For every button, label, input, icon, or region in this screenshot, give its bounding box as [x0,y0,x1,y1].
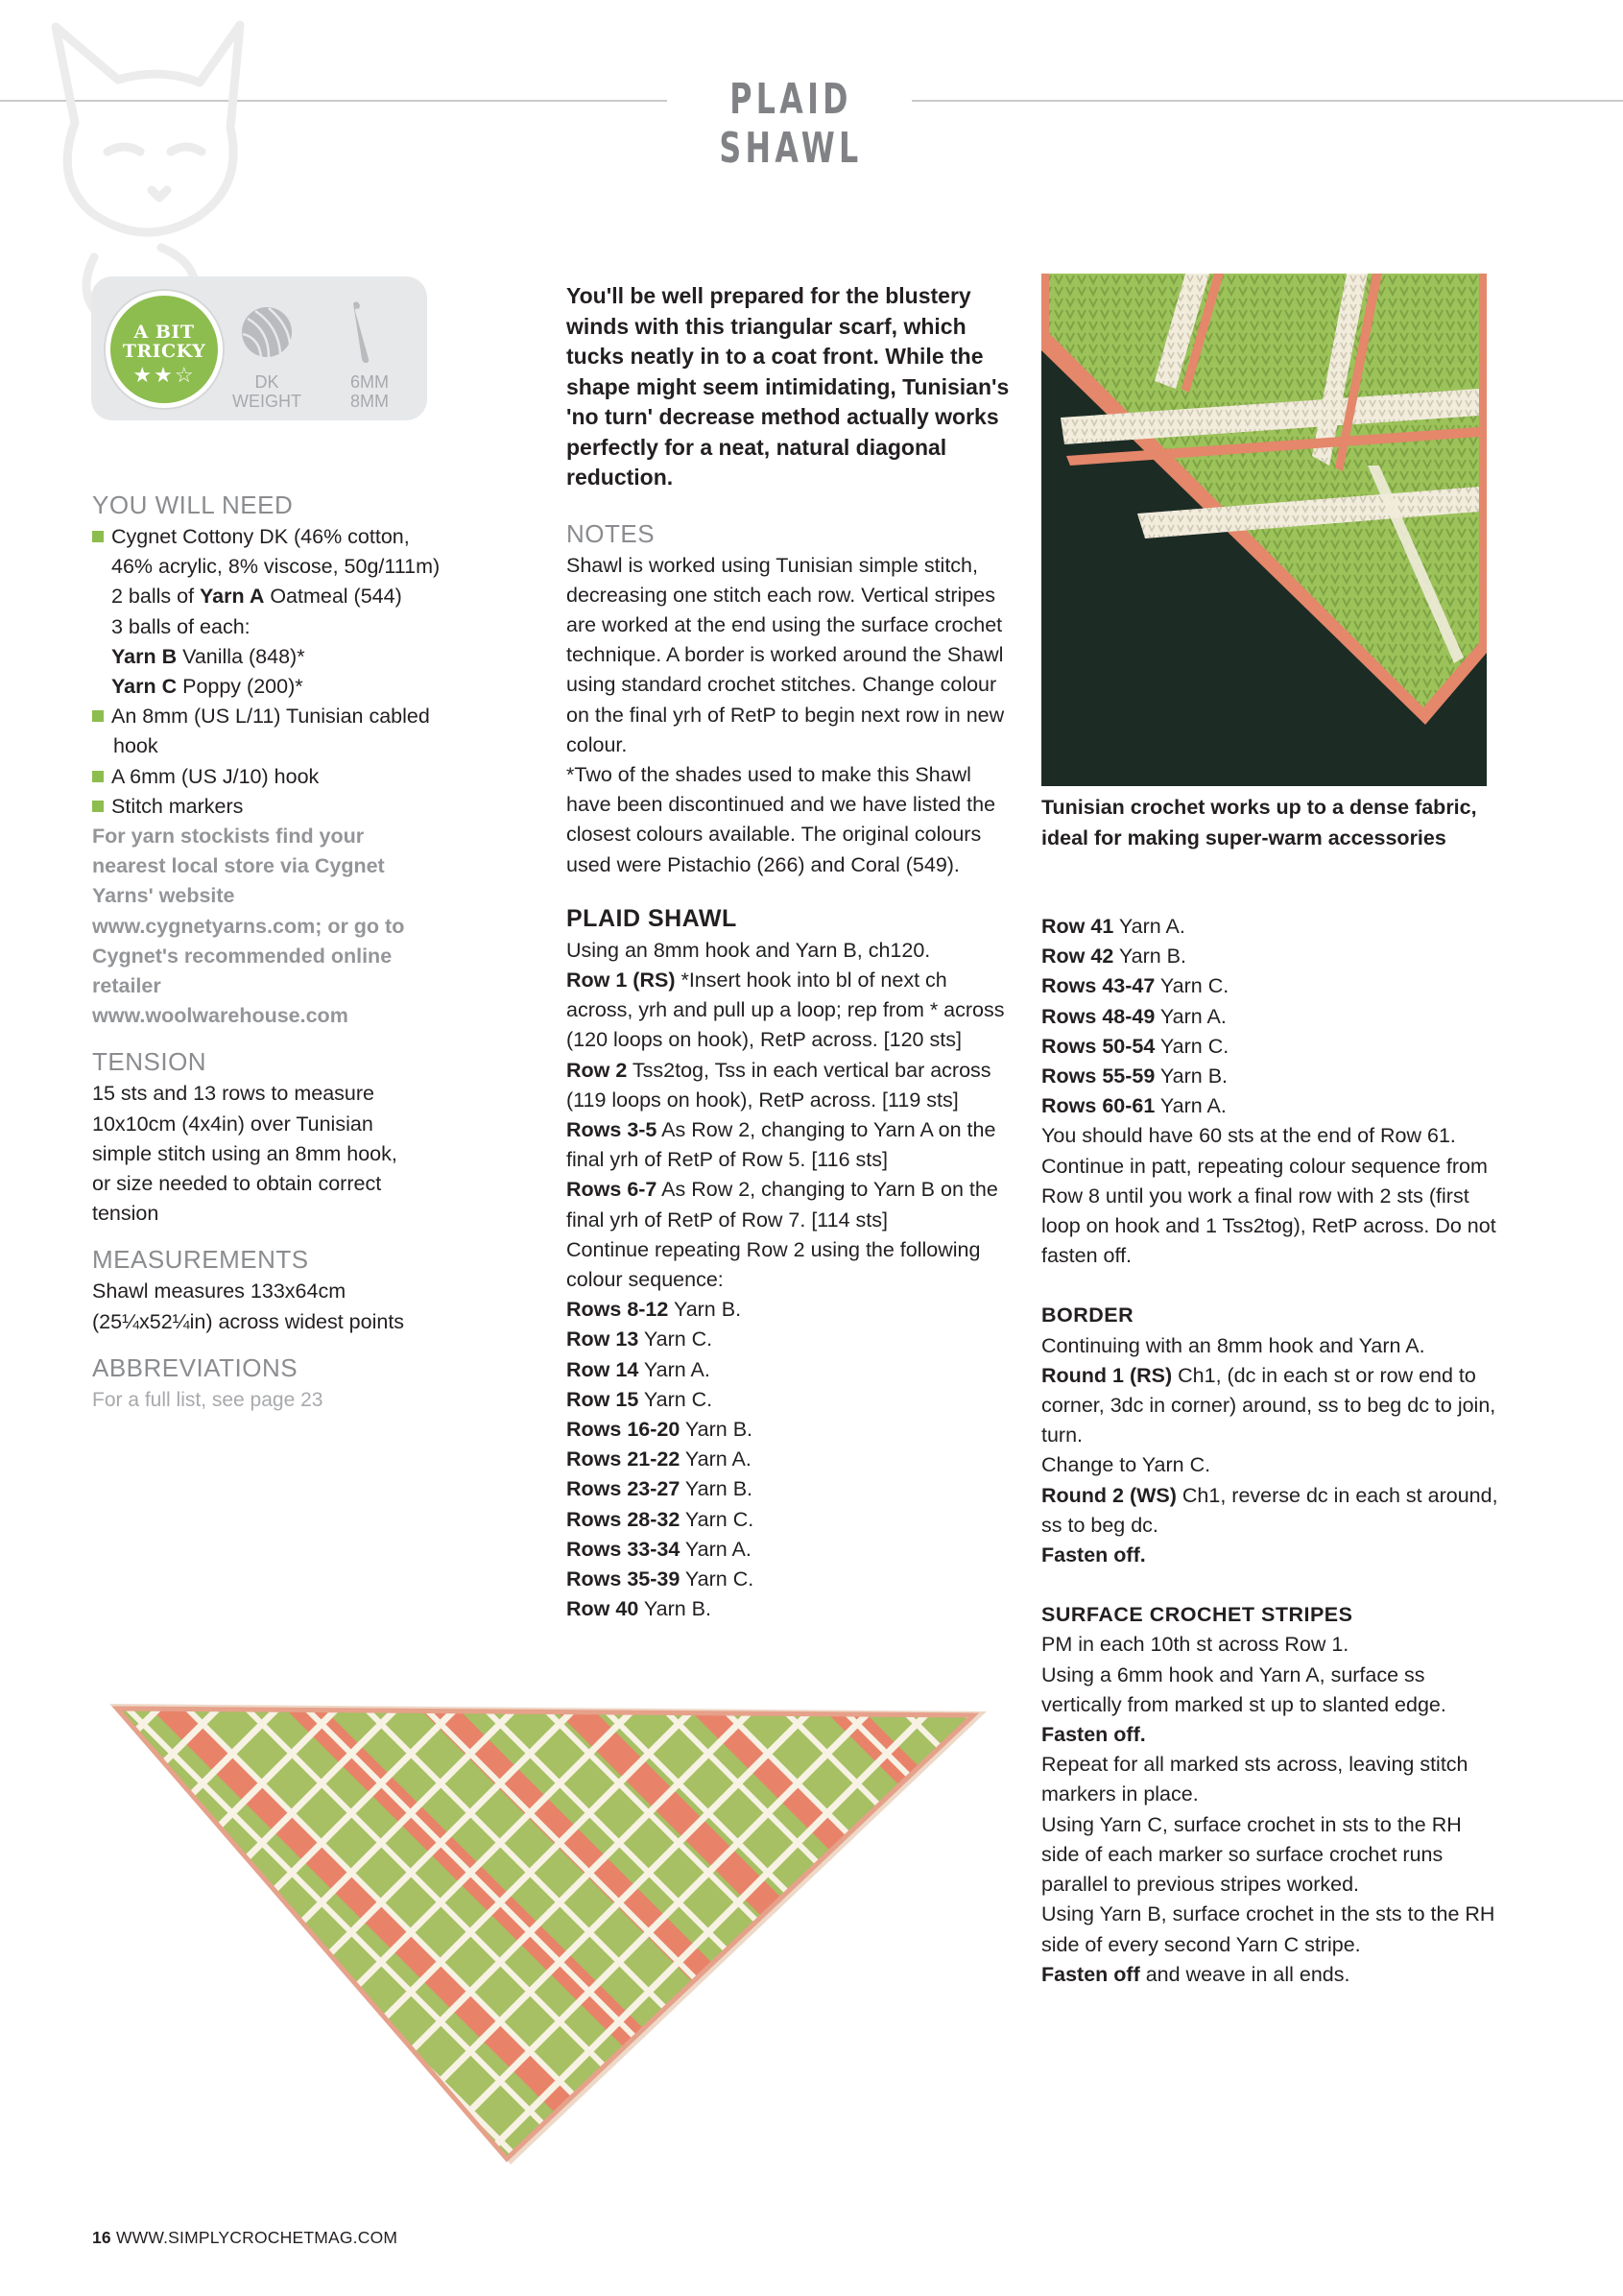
photo-caption: Tunisian crochet works up to a dense fabric, ideal for making super-warm accessories [1041,796,1477,849]
stripes-fasten2: Fasten off and weave in all ends. [1041,1962,1350,1986]
bullet-square-icon [92,710,104,722]
pattern-rows6-7: Rows 6-7 As Row 2, changing to Yarn B on the final yrh of RetP of Row 7. [114 sts] [566,1178,998,1232]
stripes-repeat: Repeat for all marked sts across, leaving stitch markers in place. [1041,1753,1468,1806]
border-round2: Round 2 (WS) Ch1, reverse dc in each st around, ss to beg dc. [1041,1483,1498,1537]
sequence-row: Rows 50-54 Yarn C. [1041,1034,1229,1058]
difficulty-stars: ★★☆ [132,363,196,387]
materials-each: 3 balls of each: [111,614,251,638]
colour-sequence-list-continued [1041,912,1502,1121]
materials-yarn-c: Yarn C Poppy (200)* [111,675,303,699]
measurements-text: Shawl measures 133x64cm (25¼x52¼in) across widest points [92,1280,405,1333]
colour-sequence-list [566,1295,1017,1624]
border-change: Change to Yarn C. [1041,1453,1211,1477]
hook-size-line2: 8MM [350,392,389,411]
border-round1: Round 1 (RS) Ch1, (dc in each st or row end to corner, 3dc in corner) around, ss to beg dc to join, turn. [1041,1363,1496,1447]
materials-yarn-a: 2 balls of Yarn A Oatmeal (544) [111,585,402,609]
hook-size-line1: 6MM [350,372,389,392]
stripes-fasten1: Fasten off. [1041,1723,1146,1747]
pattern-row1: Row 1 (RS) *Insert hook into bl of next ch across, yrh and pull up a loop; rep from * across (120 loops on hook), RetP across. [120 sts] [566,968,1005,1052]
sequence-row: Rows 16-20 Yarn B. [566,1417,753,1441]
yarn-weight-line2: WEIGHT [232,392,301,411]
difficulty-line2: TRICKY [122,341,206,362]
hook-size-label [331,372,408,411]
right-column [1041,912,1502,1990]
materials-yarn-b: Yarn B Vanilla (848)* [111,644,305,668]
stockists-text: For yarn stockists find your nearest local store via Cygnet Yarns' website www.cygnetyarns.com; or go to Cygnet's recommended online retailer www.woolwarehouse.com [92,825,405,1028]
notes-footnote: *Two of the shades used to make this Shawl have been discontinued and we have listed the closest colours available. The original colours used were Pistachio (266) and Coral (549). [566,762,996,876]
sequence-row: Row 41 Yarn A. [1041,915,1185,938]
middle-column [566,281,1017,1624]
materials-markers: Stitch markers [92,792,447,822]
stripes-yarn-b: Using Yarn B, surface crochet in the sts to the RH side of every second Yarn C stripe. [1041,1902,1495,1956]
stripes-yarn-c: Using Yarn C, surface crochet in sts to the RH side of each marker so surface crochet runs parallel to previous stripes worked. [1041,1812,1462,1897]
left-column [92,488,447,1415]
materials-yarn-line2: 46% acrylic, 8% viscose, 50g/111m) [111,555,441,579]
page-footer [92,2228,397,2248]
sequence-row: Rows 33-34 Yarn A. [566,1537,752,1561]
yarn-weight-label [223,372,311,411]
materials-yarn-line1: Cygnet Cottony DK (46% cotton, [92,522,447,552]
sequence-row: Row 40 Yarn B. [566,1597,711,1621]
pattern-end: You should have 60 sts at the end of Row 61. Continue in patt, repeating colour sequence from Row 8 until you work a final row with 2 sts (first loop on hook and 1 Tss2tog), RetP across. Do not fasten off. [1041,1124,1496,1268]
abbreviations-text: For a full list, see page 23 [92,1388,323,1411]
sequence-row: Rows 21-22 Yarn A. [566,1447,752,1471]
sequence-row: Row 15 Yarn C. [566,1387,713,1411]
crochet-hook-icon [346,299,378,365]
pattern-rows3-5: Rows 3-5 As Row 2, changing to Yarn A on the final yrh of RetP of Row 5. [116 sts] [566,1117,996,1172]
stripes-heading: SURFACE CROCHET STRIPES [1041,1603,1353,1627]
sequence-row: Rows 8-12 Yarn B. [566,1298,742,1322]
shawl-closeup-photo [1041,274,1487,786]
yarn-ball-icon [240,305,294,359]
intro-text: You'll be well prepared for the blustery winds with this triangular scarf, which tucks neatly in to a coat front. While the shape might seem intimidating, Tunisian's 'no turn' decrease method actually works perfectly for a neat, natural diagonal reduction. [566,283,1010,490]
stripes-using: Using a 6mm hook and Yarn A, surface ss vertically from marked st up to slanted edge. [1041,1662,1446,1716]
difficulty-badge [106,291,223,408]
sequence-row: Rows 23-27 Yarn B. [566,1477,753,1501]
sequence-row: Rows 55-59 Yarn B. [1041,1064,1229,1088]
pattern-start: Using an 8mm hook and Yarn B, ch120. [566,938,931,962]
materials-hook-6mm: A 6mm (US J/10) hook [92,762,447,792]
pattern-heading: PLAID SHAWL [566,904,737,932]
sequence-row: Row 42 Yarn B. [1041,945,1186,969]
bullet-square-icon [92,771,104,782]
notes-heading: NOTES [566,518,656,548]
measurements-heading: MEASUREMENTS [92,1245,309,1275]
yarn-weight-line1: DK [254,372,279,392]
pattern-row2: Row 2 Tss2tog, Tss in each vertical bar across (119 loops on hook), RetP across. [119 sts] [566,1058,991,1112]
sequence-row: Rows 35-39 Yarn C. [566,1567,754,1590]
abbreviations-heading: ABBREVIATIONS [92,1352,298,1382]
sequence-row: Rows 28-32 Yarn C. [566,1507,754,1531]
notes-text: Shawl is worked using Tunisian simple stitch, decreasing one stitch each row. Vertical stripes are worked at the end using the surface crochet technique. A border is worked around the Shawl using standard crochet stitches. Change colour on the final yrh of RetP to begin next row in new colour. [566,553,1005,756]
sequence-row: Rows 60-61 Yarn A. [1041,1094,1227,1118]
bullet-square-icon [92,801,104,812]
border-fasten: Fasten off. [1041,1543,1146,1567]
pattern-continue: Continue repeating Row 2 using the following colour sequence: [566,1237,981,1291]
border-start: Continuing with an 8mm hook and Yarn A. [1041,1333,1425,1357]
website-url: WWW.SIMPLYCROCHETMAG.COM [115,2228,398,2247]
bullet-square-icon [92,531,104,542]
border-heading: BORDER [1041,1303,1134,1327]
difficulty-line1: A BIT [133,322,195,343]
sequence-row: Rows 48-49 Yarn A. [1041,1004,1227,1028]
page-title: PLAID SHAWL [719,75,863,173]
you-will-need-heading: YOU WILL NEED [92,490,294,519]
finished-shawl-photo [104,1704,991,2164]
stripes-pm: PM in each 10th st across Row 1. [1041,1633,1349,1657]
sequence-row: Row 14 Yarn A. [566,1357,710,1381]
sequence-row: Row 13 Yarn C. [566,1327,713,1351]
materials-hook-tunisian: An 8mm (US L/11) Tunisian cabled hook [92,702,447,761]
tension-heading: TENSION [92,1047,207,1077]
header-rule-right [912,100,1623,102]
page-number: 16 [92,2228,111,2247]
tension-text: 15 sts and 13 rows to measure 10x10cm (4x4in) over Tunisian simple stitch using an 8mm hook, or size needed to obtain correct tension [92,1082,397,1226]
sequence-row: Rows 43-47 Yarn C. [1041,974,1229,998]
